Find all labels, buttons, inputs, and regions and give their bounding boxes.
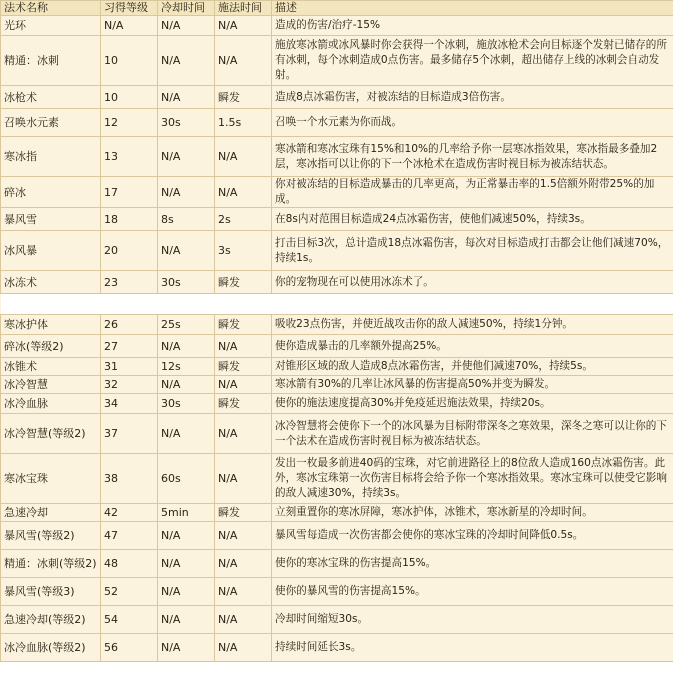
spell-name: 光环 (1, 16, 101, 36)
spell-name: 冰冷智慧(等级2) (1, 414, 101, 454)
table-row (1, 414, 673, 454)
spell-description: 打击目标3次，总计造成18点冰霜伤害，每次对目标造成打击都会让他们减速70%，持续1s。 (272, 231, 673, 271)
spell-name: 寒冰指 (1, 137, 101, 177)
table-row (1, 606, 673, 634)
header-cooldown: 冷却时间 (158, 1, 215, 16)
spell-cast-time: 1.5s (215, 109, 272, 137)
header-cast-time: 施法时间 (215, 1, 272, 16)
spell-cooldown: N/A (158, 376, 215, 394)
spell-cooldown: 60s (158, 454, 215, 504)
spell-description: 造成8点冰霜伤害，对被冻结的目标造成3倍伤害。 (272, 86, 673, 109)
spell-level: 34 (101, 394, 158, 414)
spell-cast-time: N/A (215, 578, 272, 606)
spell-name: 精通：冰刺(等级2) (1, 550, 101, 578)
spell-level: 32 (101, 376, 158, 394)
table-row (1, 394, 673, 414)
table-gap (1, 294, 673, 315)
spell-cast-time: 瞬发 (215, 394, 272, 414)
spell-cooldown: N/A (158, 137, 215, 177)
spell-level: 23 (101, 271, 158, 294)
spell-name: 冰冷血脉(等级2) (1, 634, 101, 662)
spell-cooldown: 30s (158, 109, 215, 137)
spell-cooldown: N/A (158, 550, 215, 578)
spell-cast-time: N/A (215, 634, 272, 662)
spell-cooldown: 30s (158, 394, 215, 414)
spell-cast-time: N/A (215, 335, 272, 358)
spell-cooldown: N/A (158, 578, 215, 606)
table-row (1, 109, 673, 137)
spell-level: 37 (101, 414, 158, 454)
table-row (1, 16, 673, 36)
spell-cooldown: N/A (158, 606, 215, 634)
spell-cooldown: N/A (158, 414, 215, 454)
spell-description: 发出一枚最多前进40码的宝珠，对它前进路径上的8位敌人造成160点冰霜伤害。此外，寒冰宝珠第一次伤害目标将会给予你一个寒冰指效果。寒冰宝珠可以使受它影响的敌人减速30%，持续3s。 (272, 454, 673, 504)
table-row (1, 335, 673, 358)
spell-description: 使你造成暴击的几率额外提高25%。 (272, 335, 673, 358)
spell-cooldown: N/A (158, 177, 215, 208)
spell-level: 20 (101, 231, 158, 271)
table-row (1, 208, 673, 231)
spell-level: 31 (101, 358, 158, 376)
spell-name: 暴风雪(等级3) (1, 578, 101, 606)
spell-name: 暴风雪(等级2) (1, 522, 101, 550)
spell-name: 冰冻术 (1, 271, 101, 294)
spell-description: 冷却时间缩短30s。 (272, 606, 673, 634)
table-row (1, 177, 673, 208)
spell-cast-time: N/A (215, 36, 272, 86)
spell-level: N/A (101, 16, 158, 36)
table-row (1, 376, 673, 394)
spell-cast-time: 瞬发 (215, 358, 272, 376)
spell-cast-time: N/A (215, 606, 272, 634)
table-header-row (1, 1, 673, 16)
spell-level: 12 (101, 109, 158, 137)
table-row (1, 86, 673, 109)
spell-level: 52 (101, 578, 158, 606)
spell-description: 持续时间延长3s。 (272, 634, 673, 662)
spell-cooldown: 12s (158, 358, 215, 376)
spell-cooldown: N/A (158, 36, 215, 86)
spell-name: 暴风雪 (1, 208, 101, 231)
spell-name: 急速冷却(等级2) (1, 606, 101, 634)
spell-level: 42 (101, 504, 158, 522)
spell-cast-time: N/A (215, 177, 272, 208)
spell-cooldown: N/A (158, 335, 215, 358)
table-row (1, 634, 673, 662)
spell-cast-time: 3s (215, 231, 272, 271)
spell-name: 召唤水元素 (1, 109, 101, 137)
spell-name: 冰锥术 (1, 358, 101, 376)
spell-cooldown: N/A (158, 231, 215, 271)
spell-description: 你的宠物现在可以使用冰冻术了。 (272, 271, 673, 294)
spell-description: 冰冷智慧将会使你下一个的冰风暴为目标附带深冬之寒效果，深冬之寒可以让你的下一个法术在造成伤害时视目标为被冻结状态。 (272, 414, 673, 454)
spell-cast-time: N/A (215, 376, 272, 394)
table-row (1, 137, 673, 177)
table-row (1, 271, 673, 294)
table-row (1, 578, 673, 606)
spell-level: 56 (101, 634, 158, 662)
header-learn-level: 习得等级 (101, 1, 158, 16)
spell-cast-time: 瞬发 (215, 315, 272, 335)
spell-description: 对锥形区域的敌人造成8点冰霜伤害，并使他们减速70%，持续5s。 (272, 358, 673, 376)
spell-cooldown: 8s (158, 208, 215, 231)
spell-name: 冰枪术 (1, 86, 101, 109)
header-spell-name: 法术名称 (1, 1, 101, 16)
spell-level: 26 (101, 315, 158, 335)
table-row (1, 358, 673, 376)
spell-name: 冰风暴 (1, 231, 101, 271)
table-row (1, 454, 673, 504)
table-row (1, 231, 673, 271)
spell-name: 碎冰 (1, 177, 101, 208)
spell-description: 召唤一个水元素为你而战。 (272, 109, 673, 137)
spell-level: 17 (101, 177, 158, 208)
spell-level: 47 (101, 522, 158, 550)
spell-cooldown: N/A (158, 634, 215, 662)
spell-cast-time: N/A (215, 414, 272, 454)
spell-level: 48 (101, 550, 158, 578)
spell-cooldown: N/A (158, 86, 215, 109)
table-row (1, 36, 673, 86)
spell-description: 立刻重置你的寒冰屏障，寒冰护体，冰锥术，寒冰新星的冷却时间。 (272, 504, 673, 522)
spell-name: 寒冰护体 (1, 315, 101, 335)
spell-description: 施放寒冰箭或冰风暴时你会获得一个冰刺，施放冰枪术会向目标逐个发射已储存的所有冰刺，每个冰刺造成0点伤害。最多储存5个冰刺，超出储存上线的冰刺会自动发射。 (272, 36, 673, 86)
spell-level: 10 (101, 36, 158, 86)
spell-description: 造成的伤害/治疗-15% (272, 16, 673, 36)
table-row (1, 315, 673, 335)
spell-cast-time: 瞬发 (215, 271, 272, 294)
spell-cast-time: N/A (215, 522, 272, 550)
spell-name: 冰冷血脉 (1, 394, 101, 414)
spell-description: 在8s内对范围目标造成24点冰霜伤害，使他们减速50%，持续3s。 (272, 208, 673, 231)
spell-description: 你对被冻结的目标造成暴击的几率更高，为正常暴击率的1.5倍额外附带25%的加成。 (272, 177, 673, 208)
table-row (1, 522, 673, 550)
spell-level: 54 (101, 606, 158, 634)
spell-cooldown: 5min (158, 504, 215, 522)
spell-cooldown: N/A (158, 522, 215, 550)
spell-cast-time: N/A (215, 16, 272, 36)
spell-name: 冰冷智慧 (1, 376, 101, 394)
spell-cast-time: 瞬发 (215, 504, 272, 522)
spell-description: 暴风雪每造成一次伤害都会使你的寒冰宝珠的冷却时间降低0.5s。 (272, 522, 673, 550)
spell-name: 精通：冰刺 (1, 36, 101, 86)
spell-cooldown: 25s (158, 315, 215, 335)
spell-level: 27 (101, 335, 158, 358)
spell-description: 吸收23点伤害，并使近战攻击你的敌人减速50%，持续1分钟。 (272, 315, 673, 335)
table-row (1, 550, 673, 578)
spell-description: 寒冰箭有30%的几率让冰风暴的伤害提高50%并变为瞬发。 (272, 376, 673, 394)
spell-name: 急速冷却 (1, 504, 101, 522)
spell-description: 寒冰箭和寒冰宝珠有15%和10%的几率给予你一层寒冰指效果，寒冰指最多叠加2层，寒冰指可以让你的下一个冰枪术在造成伤害时视目标为被冻结状态。 (272, 137, 673, 177)
spell-name: 碎冰(等级2) (1, 335, 101, 358)
spell-level: 18 (101, 208, 158, 231)
spell-cast-time: N/A (215, 454, 272, 504)
header-description: 描述 (272, 1, 673, 16)
spell-cast-time: N/A (215, 550, 272, 578)
spell-description: 使你的寒冰宝珠的伤害提高15%。 (272, 550, 673, 578)
spell-name: 寒冰宝珠 (1, 454, 101, 504)
spell-level: 10 (101, 86, 158, 109)
spell-description: 使你的暴风雪的伤害提高15%。 (272, 578, 673, 606)
spell-cast-time: 瞬发 (215, 86, 272, 109)
table-row (1, 504, 673, 522)
spell-level: 38 (101, 454, 158, 504)
spell-cooldown: N/A (158, 16, 215, 36)
spell-cast-time: 2s (215, 208, 272, 231)
spell-level: 13 (101, 137, 158, 177)
spell-cast-time: N/A (215, 137, 272, 177)
spell-cooldown: 30s (158, 271, 215, 294)
spell-description: 使你的施法速度提高30%并免疫延迟施法效果，持续20s。 (272, 394, 673, 414)
